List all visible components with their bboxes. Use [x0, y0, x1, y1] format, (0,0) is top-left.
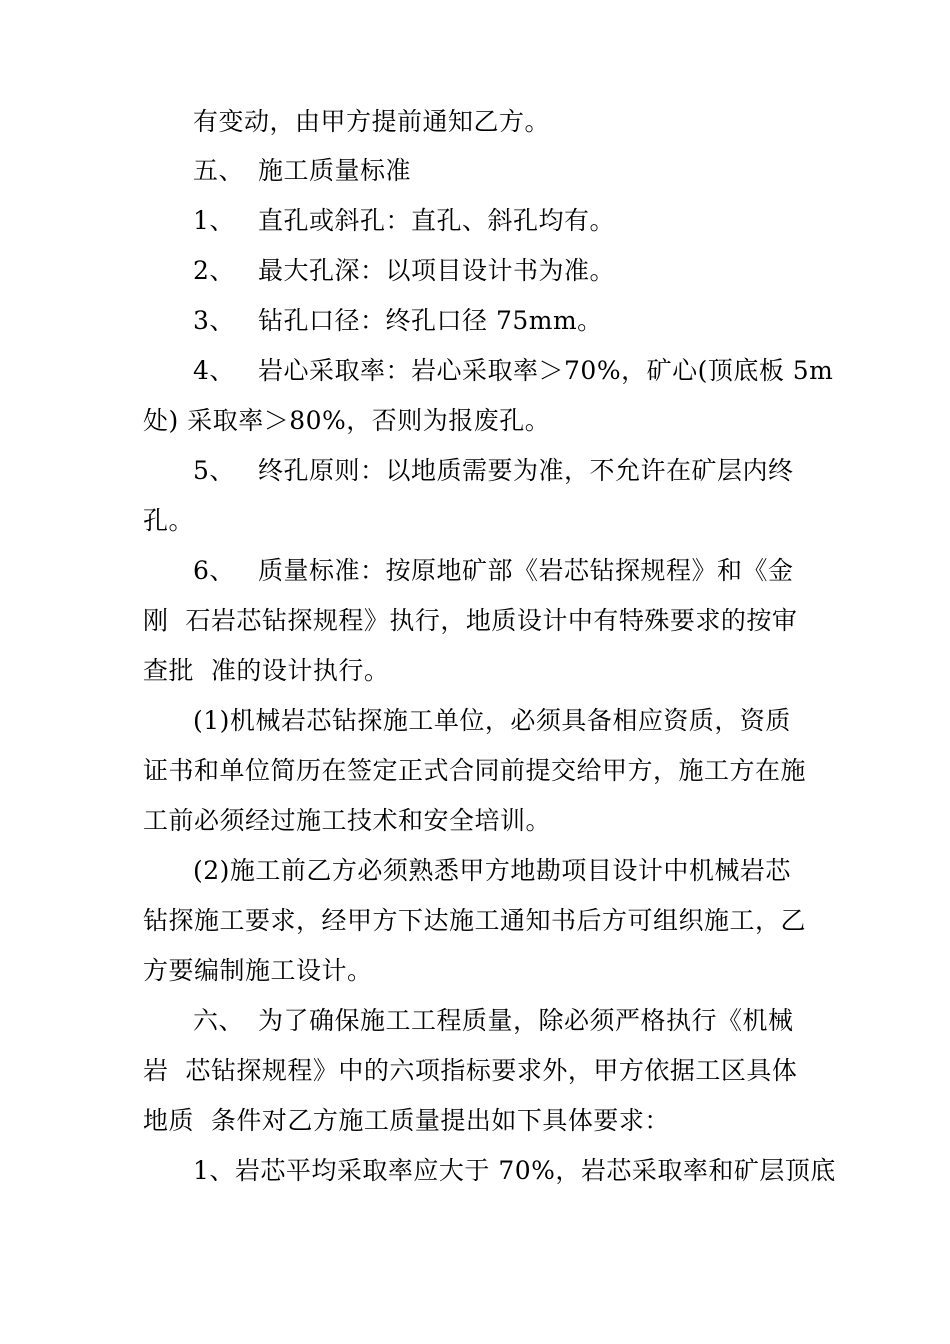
line-text: (1)机械岩芯钻探施工单位，必须具备相应资质，资质 — [193, 706, 791, 735]
section-text: 为了确保施工工程质量，除必须严格执行《机械 — [258, 1006, 794, 1035]
text-line-1 — [0, 96, 950, 148]
list-item-5 — [0, 445, 950, 497]
item-text: 最大孔深：以项目设计书为准。 — [258, 256, 616, 285]
line-text: 岩 芯钻探规程》中的六项指标要求外，甲方依据工区具体 — [143, 1056, 798, 1085]
line-text: 刚 石岩芯钻探规程》执行，地质设计中有特殊要求的按审 — [143, 606, 798, 635]
item-number: 3、 — [193, 306, 235, 335]
section-title: 施工质量标准 — [258, 156, 412, 185]
text-line-continuation — [0, 395, 950, 447]
section-number: 六、 — [193, 1006, 245, 1035]
item-text: 岩心采取率：岩心采取率＞70%，矿心(顶底板 5m — [258, 356, 834, 385]
list-item-4 — [0, 345, 950, 397]
paragraph-sub-2 — [0, 845, 950, 897]
section-heading-6 — [0, 995, 950, 1047]
line-text: 工前必须经过施工技术和安全培训。 — [143, 806, 552, 835]
list-item-6 — [0, 545, 950, 597]
line-text: 处) 采取率＞80%，否则为报废孔。 — [143, 406, 551, 435]
line-text: 查批 准的设计执行。 — [143, 656, 390, 685]
item-text: 钻孔口径：终孔口径 75mm。 — [258, 306, 603, 335]
list-item-6-1 — [0, 1145, 950, 1197]
line-text: 1、岩芯平均采取率应大于 70%，岩芯采取率和矿层顶底 — [193, 1156, 836, 1185]
line-text: 孔。 — [143, 506, 195, 535]
item-number: 2、 — [193, 256, 235, 285]
text-line-continuation — [0, 595, 950, 647]
item-text: 直孔或斜孔：直孔、斜孔均有。 — [258, 206, 616, 235]
paragraph-sub-1 — [0, 695, 950, 747]
section-number: 五、 — [193, 156, 245, 185]
text-line-continuation — [0, 795, 950, 847]
item-text: 质量标准：按原地矿部《岩芯钻探规程》和《金 — [258, 556, 794, 585]
item-number: 4、 — [193, 356, 235, 385]
item-number: 6、 — [193, 556, 235, 585]
text-line-continuation — [0, 1045, 950, 1097]
text-line-continuation — [0, 945, 950, 997]
text-line-continuation — [0, 495, 950, 547]
line-text: (2)施工前乙方必须熟悉甲方地勘项目设计中机械岩芯 — [193, 856, 791, 885]
text-line-continuation — [0, 745, 950, 797]
line-text: 证书和单位简历在签定正式合同前提交给甲方，施工方在施 — [143, 756, 807, 785]
line-text: 方要编制施工设计。 — [143, 956, 373, 985]
list-item-1 — [0, 195, 950, 247]
list-item-3 — [0, 295, 950, 347]
text-line-continuation — [0, 645, 950, 697]
item-text: 终孔原则：以地质需要为准，不允许在矿层内终 — [258, 456, 794, 485]
item-number: 5、 — [193, 456, 235, 485]
item-number: 1、 — [193, 206, 235, 235]
list-item-2 — [0, 245, 950, 297]
line-text: 有变动，由甲方提前通知乙方。 — [193, 107, 551, 136]
text-line-continuation — [0, 1095, 950, 1147]
text-line-continuation — [0, 895, 950, 947]
line-text: 地质 条件对乙方施工质量提出如下具体要求： — [143, 1106, 670, 1135]
section-heading-5 — [0, 145, 950, 197]
line-text: 钻探施工要求，经甲方下达施工通知书后方可组织施工，乙 — [143, 906, 807, 935]
